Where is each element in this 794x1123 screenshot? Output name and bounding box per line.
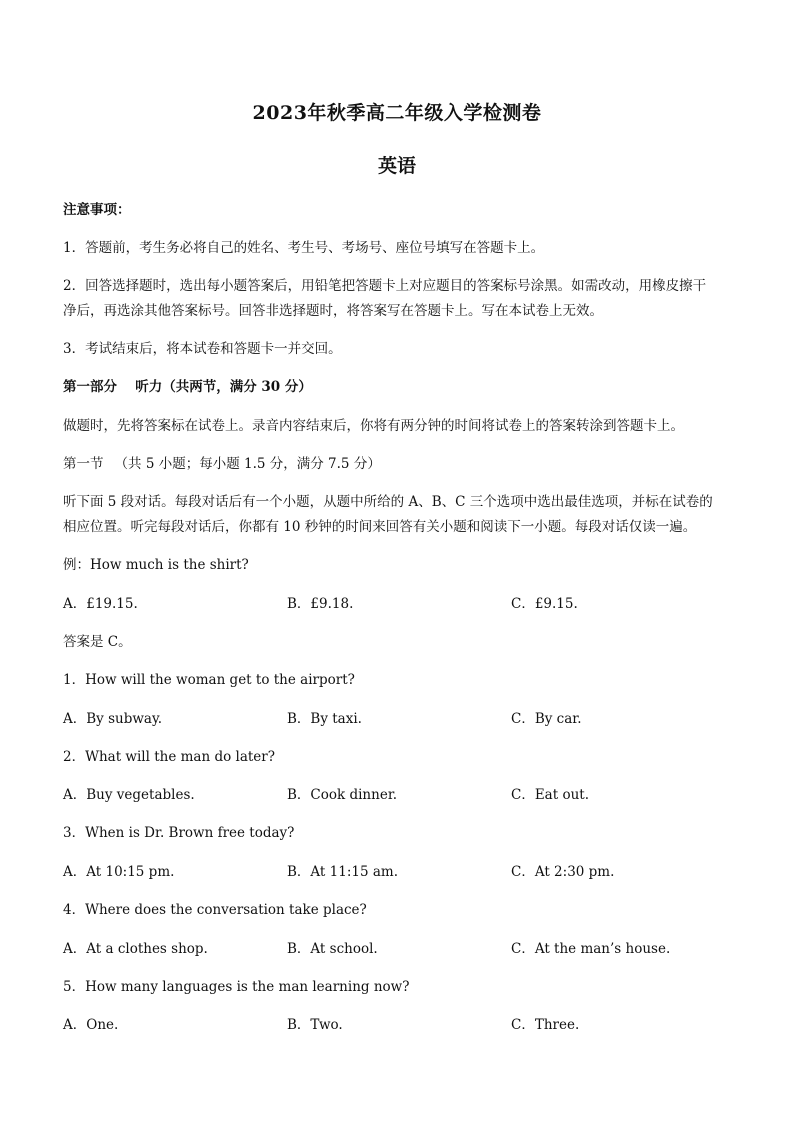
example-answer: 答案是 C。	[63, 634, 132, 650]
question-5-option-b: B．Two.	[287, 1017, 343, 1033]
section1-instruction-line-2: 相应位置。听完每段对话后，你都有 10 秒钟的时间来回答有关小题和阅读下一小题。每段对话仅读一遍。	[63, 519, 697, 535]
notice-heading: 注意事项：	[63, 202, 131, 218]
question-5-option-c: C．Three.	[511, 1017, 580, 1033]
question-1-option-a: A．By subway.	[63, 711, 163, 727]
part1-intro: 做题时，先将答案标在试卷上。录音内容结束后，你将有两分钟的时间将试卷上的答案转涂到答题卡上。	[63, 418, 684, 434]
question-1-option-b: B．By taxi.	[287, 711, 362, 727]
question-3: 3．When is Dr. Brown free today?	[63, 825, 295, 841]
question-4-option-c: C．At the man’s house.	[511, 941, 671, 957]
question-3-option-c: C．At 2:30 pm.	[511, 864, 615, 880]
notice-item-2-line-2: 净后，再选涂其他答案标号。回答非选择题时，将答案写在答题卡上。写在本试卷上无效。	[63, 303, 603, 319]
question-2: 2．What will the man do later?	[63, 749, 275, 765]
question-5-option-a: A．One.	[63, 1017, 119, 1033]
part1-heading: 第一部分 听力（共两节，满分 30 分）	[63, 379, 312, 395]
notice-item-2-line-1: 2．回答选择题时，选出每小题答案后，用铅笔把答题卡上对应题目的答案标号涂黑。如需改动，用橡皮擦干	[63, 278, 707, 294]
exam-title: 2023年秋季高二年级入学检测卷	[252, 102, 542, 124]
question-2-option-b: B．Cook dinner.	[287, 787, 398, 803]
question-1-option-c: C．By car.	[511, 711, 582, 727]
question-1: 1．How will the woman get to the airport?	[63, 672, 355, 688]
section1-instruction-line-1: 听下面 5 段对话。每段对话后有一个小题，从题中所给的 A、B、C 三个选项中选出最佳选项，并标在试卷的	[63, 494, 713, 510]
example-option-b: B．£9.18.	[287, 596, 354, 612]
exam-subject: 英语	[377, 155, 416, 177]
notice-item-1: 1．答题前，考生务必将自己的姓名、考生号、考场号、座位号填写在答题卡上。	[63, 240, 545, 256]
question-3-option-b: B．At 11:15 am.	[287, 864, 398, 880]
question-5: 5．How many languages is the man learning now?	[63, 979, 410, 995]
question-2-option-c: C．Eat out.	[511, 787, 589, 803]
notice-item-3: 3．考试结束后，将本试卷和答题卡一并交回。	[63, 341, 342, 357]
question-2-option-a: A．Buy vegetables.	[63, 787, 195, 803]
example-option-a: A．£19.15.	[63, 596, 138, 612]
example-question: 例：How much is the shirt?	[63, 557, 249, 573]
section1-heading: 第一节 （共 5 小题；每小题 1.5 分，满分 7.5 分）	[63, 456, 381, 472]
question-3-option-a: A．At 10:15 pm.	[63, 864, 175, 880]
question-4-option-b: B．At school.	[287, 941, 378, 957]
question-4: 4．Where does the conversation take place?	[63, 902, 367, 918]
example-option-c: C．£9.15.	[511, 596, 578, 612]
question-4-option-a: A．At a clothes shop.	[63, 941, 208, 957]
